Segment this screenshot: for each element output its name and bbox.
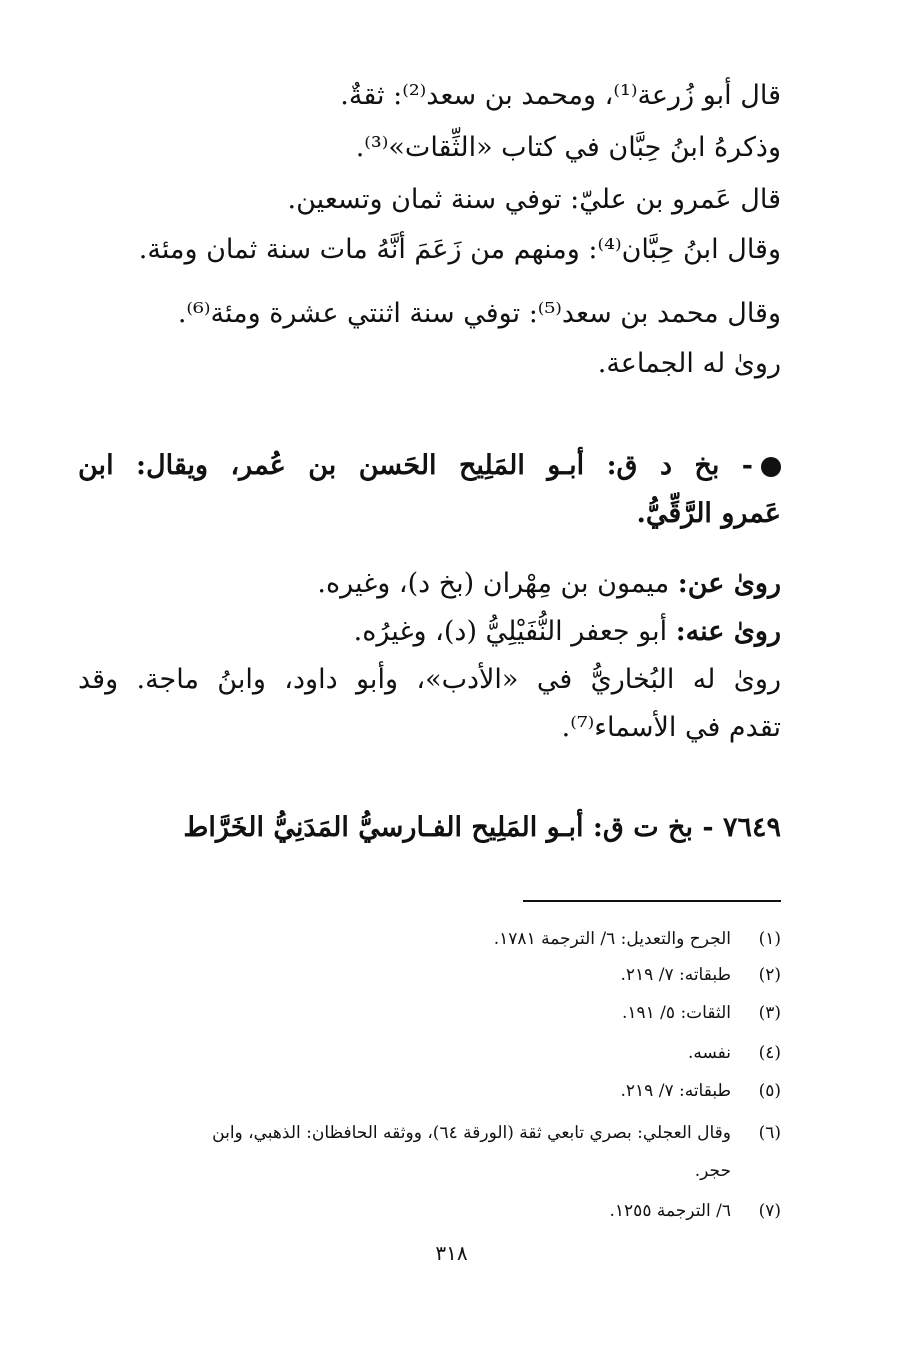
footnote-text: الثقات: ٥/ ١٩١. [621,1003,731,1023]
narrated-by-text: أبو جعفر النُّفَيْلِيُّ (د)، وغيرُه. [353,616,668,647]
page-number: ٣١٨ [435,1241,468,1265]
footnote-text: طبقاته: ٧/ ٢١٩. [620,1081,731,1101]
footnote-number: (٢) [758,965,781,985]
entry-heading [78,442,781,490]
footnote-text: الجرح والتعديل: ٦/ الترجمة ١٧٨١. [493,929,731,949]
footnote-text: وقال العجلي: بصري تابعي ثقة (الورقة ٦٤)، ووثقه الحافظان: الذهبي، وابن [212,1123,731,1143]
footnote-separator [523,900,781,902]
narrated-from [78,560,781,608]
footnote-text: حجر. [694,1161,731,1181]
footnote [78,1076,781,1106]
body-line: وذكرهُ ابنُ حِبَّان في كتاب «الثِّقات»⁽³⁾. [355,132,781,163]
next-entry-heading: ٧٦٤٩ - بخ ت ق: أبـو المَلِيح الفـارسيُّ المَدَنِيُّ الخَرَّاط [183,812,781,843]
narration-line: روىٰ له البُخاريُّ في «الأدب»، وأبو داود، وابنُ ماجة. وقد [78,664,781,695]
footnote-text: طبقاته: ٧/ ٢١٩. [620,965,731,985]
footnote-number: (١) [758,929,781,949]
narrated-by [78,608,781,656]
footnote-number: (٣) [758,1003,781,1023]
entry-heading-continued: عَمرو الرَّقِّيُّ. [636,498,781,529]
bullet-icon [761,457,781,477]
footnote [78,1118,781,1148]
body-line: قال أبو زُرعة⁽¹⁾، ومحمد بن سعد⁽²⁾: ثقةٌ. [340,80,781,111]
footnote [78,1038,781,1068]
footnote-text: ٦/ الترجمة ١٢٥٥. [609,1201,731,1221]
narrated-from-text: ميمون بن مِهْران (بخ د)، وغيره. [317,568,670,599]
narrated-from-label: روىٰ عن: [677,568,781,599]
footnote [78,1156,781,1186]
footnote [78,998,781,1028]
footnote [78,960,781,990]
footnote-number: (٦) [758,1123,781,1143]
footnote-text: نفسه. [687,1043,731,1063]
body-line: وقال ابنُ حِبَّان⁽⁴⁾: ومنهم من زَعَمَ أنَّهُ مات سنة ثمان ومئة. [138,234,781,265]
footnote-number: (٥) [758,1081,781,1101]
entry-heading-text: - بخ د ق: أبـو المَلِيح الحَسن بن عُمر، ويقال: ابن [78,450,753,481]
body-line: وقال محمد بن سعد⁽⁵⁾: توفي سنة اثنتي عشرة ومئة⁽⁶⁾. [177,298,781,329]
footnote-number: (٤) [758,1043,781,1063]
body-line: روىٰ له الجماعة. [597,348,781,379]
body-line: قال عَمرو بن عليّ: توفي سنة ثمان وتسعين. [287,184,781,215]
narrated-by-label: روىٰ عنه: [675,616,781,647]
footnote [78,1196,781,1226]
footnote [78,924,781,954]
footnote-number: (٧) [758,1201,781,1221]
narration-line: تقدم في الأسماء⁽⁷⁾. [561,712,781,743]
